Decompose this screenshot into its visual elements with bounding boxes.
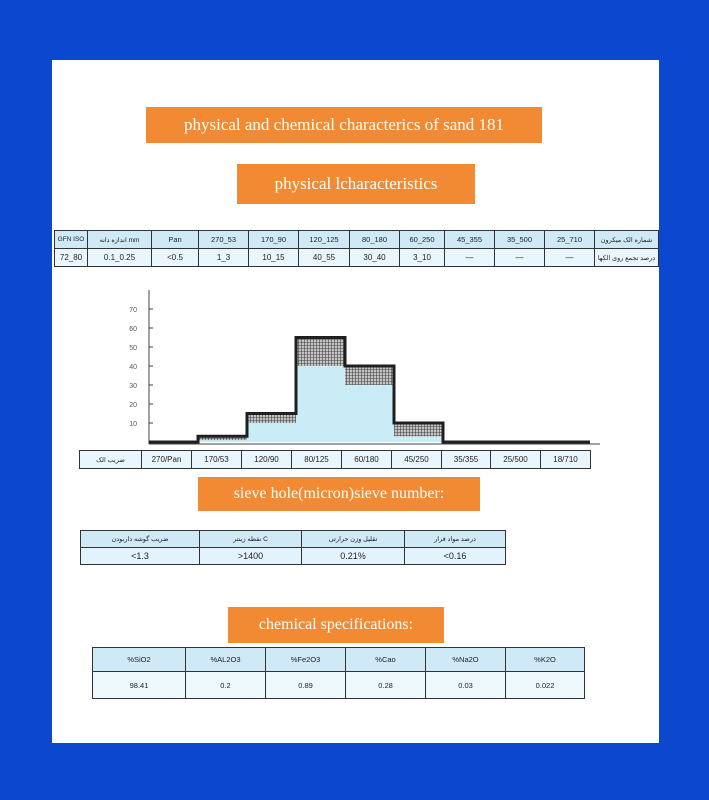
value-gfn: 72_80: [55, 249, 88, 267]
value-sieve: 1_3: [199, 249, 249, 267]
sieve-title: sieve hole(micron)sieve number:: [233, 485, 445, 502]
header-sieve-number: شماره الک میکرون: [595, 231, 659, 249]
datasheet: [52, 60, 659, 743]
main-title: physical and chemical characterics of sand 181: [183, 115, 505, 134]
chart-x-axis-table: [79, 450, 591, 469]
x-tick-label: 18/710: [541, 451, 591, 469]
value-pan: <0.5: [152, 249, 199, 267]
value-sintering-point: >1400: [200, 548, 302, 565]
bar-range: [296, 338, 345, 367]
header-sieve: 60_250: [400, 231, 445, 249]
header-sieve: 270_53: [199, 231, 249, 249]
y-tick-label: 70: [129, 307, 137, 314]
y-tick-label: 10: [129, 421, 137, 428]
bar-min: [198, 440, 247, 442]
bar-range: [394, 423, 443, 436]
bar-min: [345, 385, 394, 442]
x-tick-label: 120/90: [242, 451, 292, 469]
x-tick-label: 80/125: [292, 451, 342, 469]
x-tick-label: 45/250: [392, 451, 442, 469]
value-sieve: —: [545, 249, 595, 267]
header-pan: Pan: [152, 231, 199, 249]
y-tick-label: 60: [129, 326, 137, 333]
physical-title-banner: [237, 164, 475, 204]
x-axis-title: ضریب الک: [80, 451, 142, 469]
value-grain-size: 0.1_0.25: [88, 249, 152, 267]
chemical-table: [92, 647, 585, 699]
header-sieve: 45_355: [445, 231, 495, 249]
value-al2o3: 0.2: [186, 672, 266, 699]
value-na2o: 0.03: [426, 672, 506, 699]
main-title-banner: [146, 107, 542, 143]
chemical-value-row: [93, 672, 585, 699]
sieve-header-row: [55, 231, 659, 249]
header-sieve: 120_125: [299, 231, 350, 249]
y-tick-label: 40: [129, 364, 137, 371]
x-axis-label-row: [80, 451, 591, 469]
sieve-table: [54, 230, 659, 267]
value-sieve: 30_40: [350, 249, 400, 267]
x-tick-label: 170/53: [192, 451, 242, 469]
header-gfn: GFN ISO: [55, 231, 88, 249]
header-loss-on-ignition: تقلیل وزن حرارتی: [302, 531, 405, 548]
value-sieve: —: [445, 249, 495, 267]
y-tick-label: 20: [129, 402, 137, 409]
y-tick-label: 30: [129, 383, 137, 390]
header-volatile: درصد مواد فرار: [405, 531, 506, 548]
properties-header-row: [81, 531, 506, 548]
bar-min: [394, 436, 443, 442]
chemical-title-banner: [228, 607, 444, 643]
bar-min: [247, 423, 296, 442]
header-al2o3: %AL2O3: [186, 648, 266, 672]
value-loss-on-ignition: 0.21%: [302, 548, 405, 565]
value-cumulative-label: درصد تجمع روی الکها: [595, 249, 659, 267]
value-volatile: <0.16: [405, 548, 506, 565]
header-sieve: 25_710: [545, 231, 595, 249]
bar-min: [296, 366, 345, 442]
header-na2o: %Na2O: [426, 648, 506, 672]
header-grain-size: mm اندازه دانه: [88, 231, 152, 249]
header-fe2o3: %Fe2O3: [266, 648, 346, 672]
chemical-header-row: [93, 648, 585, 672]
header-sieve: 35_500: [495, 231, 545, 249]
sieve-value-row: [55, 249, 659, 267]
sieve-distribution-chart: [52, 288, 659, 468]
properties-value-row: [81, 548, 506, 565]
chemical-title: chemical specifications:: [258, 616, 414, 633]
value-sieve: 10_15: [249, 249, 299, 267]
y-tick-label: 50: [129, 345, 137, 352]
x-tick-label: 25/500: [491, 451, 541, 469]
sieve-title-banner: [198, 477, 480, 511]
value-angularity: <1.3: [81, 548, 200, 565]
value-sieve: 40_55: [299, 249, 350, 267]
x-tick-label: 60/180: [342, 451, 392, 469]
header-angularity: ضریب گوشه داربودن: [81, 531, 200, 548]
value-sieve: 3_10: [400, 249, 445, 267]
value-cao: 0.28: [346, 672, 426, 699]
x-tick-label: 270/Pan: [142, 451, 192, 469]
header-sio2: %SiO2: [93, 648, 186, 672]
physical-title: physical lcharacteristics: [274, 174, 438, 193]
header-sieve: 80_180: [350, 231, 400, 249]
header-sintering-point: C نقطه زینتر: [200, 531, 302, 548]
properties-table: [80, 530, 506, 565]
value-k2o: 0.022: [506, 672, 585, 699]
value-sio2: 98.41: [93, 672, 186, 699]
header-sieve: 170_90: [249, 231, 299, 249]
value-sieve: —: [495, 249, 545, 267]
value-fe2o3: 0.89: [266, 672, 346, 699]
x-tick-label: 35/355: [442, 451, 491, 469]
bar-range: [345, 366, 394, 385]
header-k2o: %K2O: [506, 648, 585, 672]
header-cao: %Cao: [346, 648, 426, 672]
